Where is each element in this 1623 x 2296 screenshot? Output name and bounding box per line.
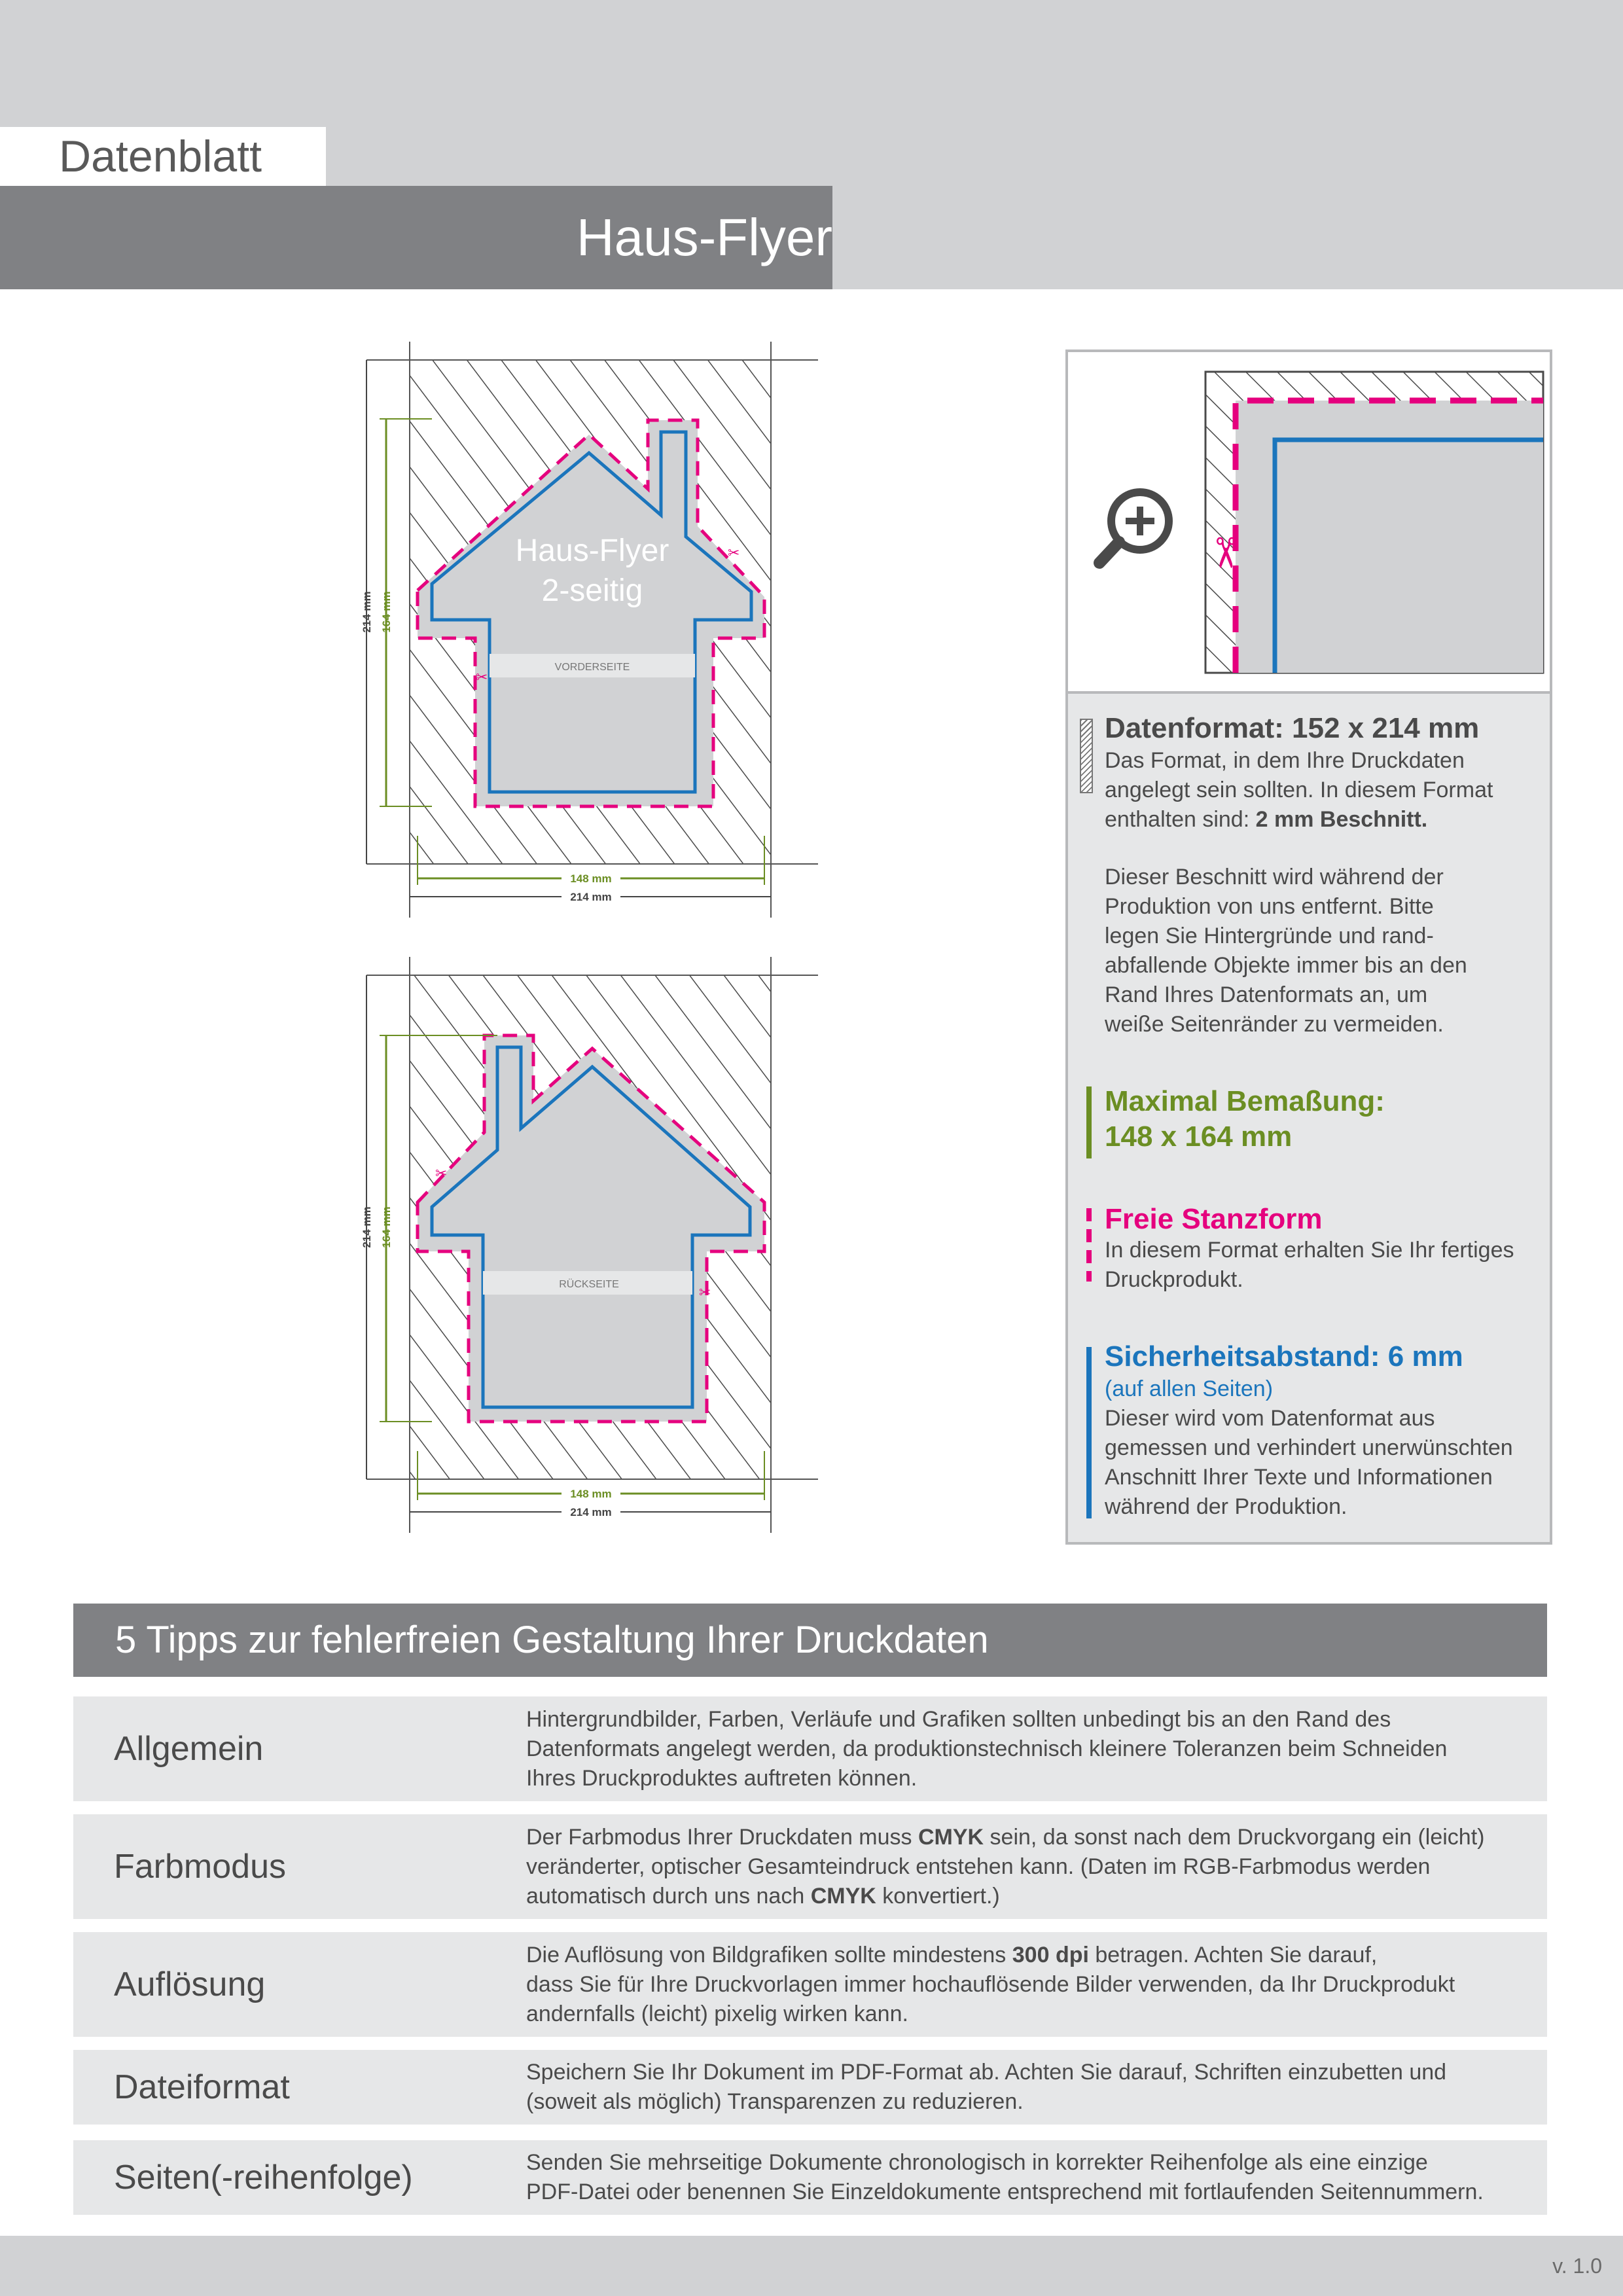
stanz-marker [1086, 1208, 1092, 1282]
info-panel [1065, 694, 1552, 1545]
tip-text: Speichern Sie Ihr Dokument im PDF-Format ab. Achten Sie darauf, Schriften einzubetten und (soweit als möglich) Transparenzen zu reduzieren. [526, 2060, 1447, 2114]
tip-label: Farbmodus [114, 1848, 286, 1886]
tip-text: Die Auflösung von Bildgrafiken sollte mindestens 300 dpi betragen. Achten Sie darauf, dass Sie für Ihre Druckvorlagen immer hochauflösende Bilder verwenden, da Ihr Druckprodukt andernfalls (leicht) pixelig wirken kann. [526, 1942, 1455, 2026]
product-title: Haus-Flyer [576, 208, 832, 266]
datenformat-title: Datenformat: 152 x 214 mm [1105, 712, 1480, 744]
bleed-marker [1080, 719, 1093, 793]
tip-label: Dateiformat [114, 2068, 290, 2106]
max-marker [1086, 1086, 1092, 1158]
corner-detail [1068, 352, 1550, 694]
tip-row-dateiformat [73, 2050, 1547, 2125]
dim-height-total: 214 mm [361, 591, 373, 633]
tip-row-aufloesung [73, 1932, 1547, 2037]
sicher-marker [1086, 1347, 1092, 1518]
scissors-icon: ✂ [435, 1165, 448, 1181]
dim-width-total: 214 mm [570, 1506, 612, 1518]
version-label: v. 1.0 [1552, 2254, 1602, 2278]
scissors-icon: ✂ [728, 545, 740, 561]
product-label-line1: Haus-Flyer [515, 533, 669, 568]
tip-text: Hintergrundbilder, Farben, Verläufe und Grafiken sollten unbedingt bis an den Rand des Datenformats angelegt werden, da produktionstechnisch kleinere Toleranzen beim Schneiden Ihres Druckproduktes auftreten können. [526, 1706, 1448, 1791]
beschnitt-text: Dieser Beschnitt wird während der Produktion von uns entfernt. Bitte legen Sie Hintergründe und rand- abfallende Objekte immer bis an den Rand Ihres Datenformats an, um weiße Seitenränder zu vermeiden. [1105, 865, 1467, 1037]
stanz-text: In diesem Format erhalten Sie Ihr fertiges Druckprodukt. [1105, 1238, 1514, 1292]
tip-text: Senden Sie mehrseitige Dokumente chronologisch in korrekter Reihenfolge als eine einzige PDF-Datei oder benennen Sie Einzeldokumente entsprechend mit fortlaufenden Seitennummern. [526, 2150, 1484, 2204]
zoom-in-icon [1099, 492, 1169, 563]
scissors-icon: ✂ [1202, 535, 1249, 571]
footer-band [0, 2236, 1623, 2296]
tip-row-farbmodus [73, 1814, 1547, 1919]
dim-width-total: 214 mm [570, 891, 612, 903]
tip-label: Auflösung [114, 1965, 266, 2003]
format-diagrams [0, 289, 1060, 1566]
scissors-icon: ✂ [699, 1284, 711, 1300]
tip-row-seiten [73, 2140, 1547, 2215]
stanz-title: Freie Stanzform [1105, 1203, 1323, 1235]
doc-title: Datenblatt [59, 132, 262, 181]
tips-title: 5 Tipps zur fehlerfreien Gestaltung Ihrer Druckdaten [115, 1619, 989, 1661]
front-side-label: VORDERSEITE [554, 662, 630, 673]
sicher-text: Dieser wird vom Datenformat aus gemessen und verhindert unerwünschten Anschnitt Ihrer Texte und Informationen während der Produktion. [1105, 1406, 1513, 1519]
back-side-diagram [361, 957, 818, 1533]
dim-height-total: 214 mm [361, 1206, 373, 1248]
scissors-icon: ✂ [476, 669, 488, 685]
product-label-line2: 2-seitig [541, 573, 643, 608]
tip-text: Der Farbmodus Ihrer Druckdaten muss CMYK sein, da sonst nach dem Druckvorgang ein (leicht) veränderter, optischer Gesamteindruck entstehen kann. (Daten im RGB-Farbmodus werden automatisch durch uns nach CMYK konvertiert.) [526, 1824, 1485, 1909]
front-side-diagram [361, 342, 818, 918]
sicher-title: Sicherheitsabstand: 6 mm [1105, 1340, 1463, 1372]
max-title: Maximal Bemaßung: 148 x 164 mm [1105, 1085, 1385, 1153]
tip-label: Allgemein [114, 1730, 264, 1768]
tip-row-allgemein [73, 1696, 1547, 1801]
tip-label: Seiten(-reihenfolge) [114, 2159, 413, 2197]
datenformat-text: Das Format, in dem Ihre Druckdaten angelegt sein sollten. In diesem Format enthalten sind: 2 mm Beschnitt. [1105, 748, 1493, 832]
sicher-subtitle: (auf allen Seiten) [1105, 1376, 1274, 1401]
dim-height-max: 164 mm [380, 591, 393, 633]
dim-width-max: 148 mm [570, 1488, 612, 1500]
zoom-detail-box [1065, 350, 1552, 694]
back-side-label: RÜCKSEITE [559, 1279, 619, 1290]
dim-height-max: 164 mm [380, 1206, 393, 1248]
dim-width-max: 148 mm [570, 872, 612, 885]
